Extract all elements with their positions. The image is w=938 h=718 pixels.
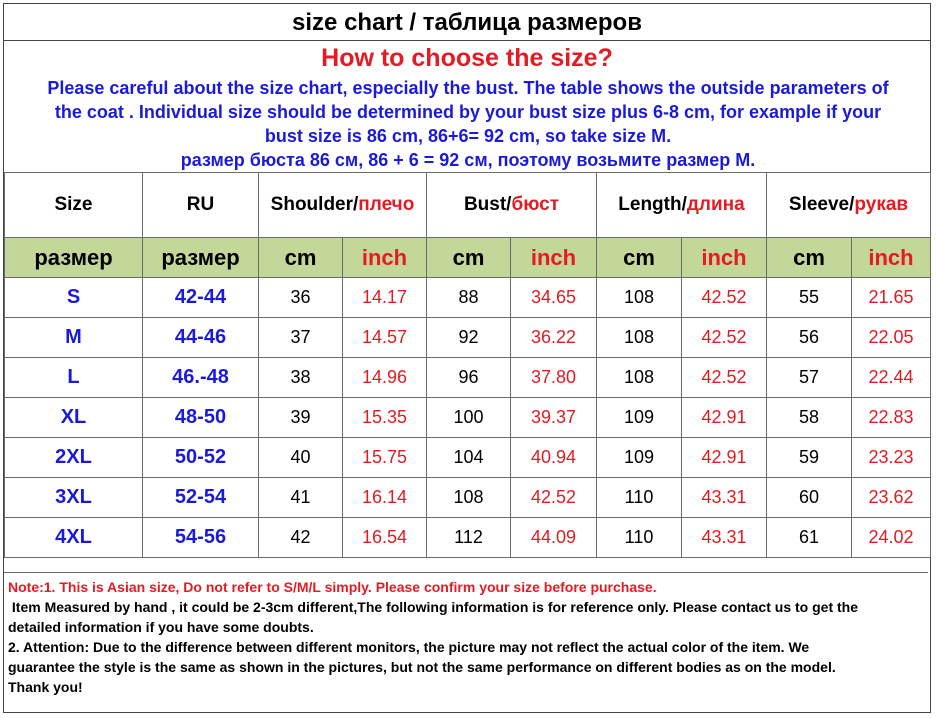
- note-line: Thank you!: [8, 679, 83, 695]
- cell-bust-cm: 112: [427, 518, 511, 558]
- cell-shoulder-cm: 36: [259, 278, 343, 318]
- cell-size: M: [5, 318, 143, 358]
- intro-line: размер бюста 86 см, 86 + 6 = 92 см, поэтому возьмите размер M.: [180, 150, 756, 170]
- cell-sleeve-cm: 56: [767, 318, 852, 358]
- cell-sleeve-in: 23.23: [852, 438, 931, 478]
- cell-sleeve-in: 23.62: [852, 478, 931, 518]
- cell-sleeve-cm: 57: [767, 358, 852, 398]
- cell-sleeve-cm: 59: [767, 438, 852, 478]
- header-sleeve: [767, 173, 931, 238]
- header-bust-en: Bust/: [463, 194, 512, 215]
- cell-length-in: 42.52: [682, 278, 767, 318]
- cell-bust-cm: 96: [427, 358, 511, 398]
- header-bust-ru: бюст: [511, 194, 560, 215]
- unit-row: [5, 238, 931, 278]
- cell-shoulder-in: 16.14: [343, 478, 427, 518]
- cell-size: XL: [5, 398, 143, 438]
- cell-length-cm: 109: [597, 438, 682, 478]
- cell-bust-cm: 88: [427, 278, 511, 318]
- cell-shoulder-cm: 38: [259, 358, 343, 398]
- cell-bust-in: 39.37: [511, 398, 597, 438]
- cell-shoulder-in: 14.17: [343, 278, 427, 318]
- cell-sleeve-cm: 60: [767, 478, 852, 518]
- cell-bust-in: 37.80: [511, 358, 597, 398]
- table-row: [5, 438, 931, 478]
- how-to-heading: How to choose the size?: [321, 44, 613, 72]
- note-line: Item Measured by hand , it could be 2-3cm different,The following information is for reference only. Please contact us to get the: [8, 599, 858, 615]
- cell-length-in: 42.52: [682, 318, 767, 358]
- unit-inch: inch: [511, 238, 597, 278]
- cell-ru: 46.-48: [143, 358, 259, 398]
- intro-line: the coat . Individual size should be determined by your bust size plus 6-8 cm, for example if your: [54, 102, 882, 122]
- notes: [4, 572, 928, 697]
- header-sleeve-en: Sleeve/: [788, 194, 855, 215]
- header-shoulder: [259, 173, 427, 238]
- intro-line: bust size is 86 cm, 86+6= 92 cm, so take size M.: [264, 126, 672, 146]
- table-row: [5, 398, 931, 438]
- size-table: [4, 172, 931, 558]
- unit-size: размер: [5, 238, 143, 278]
- cell-sleeve-cm: 58: [767, 398, 852, 438]
- table-row: [5, 358, 931, 398]
- cell-length-cm: 110: [597, 518, 682, 558]
- note-line: detailed information if you have some doubts.: [8, 619, 314, 635]
- header-sleeve-ru: рукав: [854, 194, 909, 215]
- page-title: size chart / таблица размеров: [4, 4, 930, 41]
- cell-shoulder-cm: 39: [259, 398, 343, 438]
- unit-cm: cm: [767, 238, 852, 278]
- cell-sleeve-in: 22.83: [852, 398, 931, 438]
- header-ru: RU: [143, 173, 259, 238]
- header-length-ru: длина: [686, 194, 745, 215]
- cell-sleeve-in: 22.44: [852, 358, 931, 398]
- cell-sleeve-in: 21.65: [852, 278, 931, 318]
- size-rows: [5, 278, 931, 558]
- cell-shoulder-cm: 42: [259, 518, 343, 558]
- note-line: guarantee the style is the same as shown in the pictures, but not the same performance on different bodies as on the model.: [8, 659, 836, 675]
- unit-inch: inch: [343, 238, 427, 278]
- cell-size: S: [5, 278, 143, 318]
- cell-length-cm: 110: [597, 478, 682, 518]
- unit-cm: cm: [427, 238, 511, 278]
- cell-shoulder-in: 14.96: [343, 358, 427, 398]
- cell-shoulder-cm: 37: [259, 318, 343, 358]
- unit-inch: inch: [852, 238, 931, 278]
- unit-ru: размер: [143, 238, 259, 278]
- cell-bust-in: 44.09: [511, 518, 597, 558]
- table-row: [5, 478, 931, 518]
- cell-size: L: [5, 358, 143, 398]
- header-shoulder-ru: плечо: [358, 194, 415, 215]
- cell-sleeve-cm: 55: [767, 278, 852, 318]
- table-row: [5, 518, 931, 558]
- cell-length-cm: 108: [597, 358, 682, 398]
- cell-size: 4XL: [5, 518, 143, 558]
- cell-shoulder-cm: 41: [259, 478, 343, 518]
- cell-length-cm: 108: [597, 278, 682, 318]
- cell-bust-in: 34.65: [511, 278, 597, 318]
- cell-bust-in: 36.22: [511, 318, 597, 358]
- cell-bust-cm: 92: [427, 318, 511, 358]
- cell-shoulder-in: 15.35: [343, 398, 427, 438]
- cell-bust-cm: 104: [427, 438, 511, 478]
- cell-length-in: 42.91: [682, 398, 767, 438]
- header-length-en: Length/: [618, 194, 687, 215]
- header-bust: [427, 173, 597, 238]
- cell-bust-in: 40.94: [511, 438, 597, 478]
- cell-ru: 44-46: [143, 318, 259, 358]
- unit-inch: inch: [682, 238, 767, 278]
- cell-length-cm: 108: [597, 318, 682, 358]
- table-row: [5, 318, 931, 358]
- cell-ru: 54-56: [143, 518, 259, 558]
- note-line: Note:1. This is Asian size, Do not refer to S/M/L simply. Please confirm your size before purchase.: [8, 579, 657, 595]
- header-length: [597, 173, 767, 238]
- cell-bust-cm: 100: [427, 398, 511, 438]
- cell-shoulder-in: 16.54: [343, 518, 427, 558]
- note-line: 2. Attention: Due to the difference between different monitors, the picture may not reflect the actual color of the item. We: [8, 639, 810, 655]
- cell-bust-cm: 108: [427, 478, 511, 518]
- cell-length-in: 42.52: [682, 358, 767, 398]
- intro-line: Please careful about the size chart, especially the bust. The table shows the outside parameters of: [47, 78, 889, 98]
- cell-size: 2XL: [5, 438, 143, 478]
- unit-cm: cm: [597, 238, 682, 278]
- cell-size: 3XL: [5, 478, 143, 518]
- header-size: Size: [5, 173, 143, 238]
- cell-length-in: 43.31: [682, 518, 767, 558]
- cell-length-in: 43.31: [682, 478, 767, 518]
- header-shoulder-en: Shoulder/: [270, 194, 359, 215]
- table-row: [5, 278, 931, 318]
- header-row: [5, 173, 931, 238]
- cell-ru: 48-50: [143, 398, 259, 438]
- cell-sleeve-cm: 61: [767, 518, 852, 558]
- cell-sleeve-in: 24.02: [852, 518, 931, 558]
- cell-shoulder-in: 14.57: [343, 318, 427, 358]
- cell-bust-in: 42.52: [511, 478, 597, 518]
- cell-shoulder-in: 15.75: [343, 438, 427, 478]
- cell-shoulder-cm: 40: [259, 438, 343, 478]
- unit-cm: cm: [259, 238, 343, 278]
- intro-text: [10, 76, 926, 172]
- cell-ru: 52-54: [143, 478, 259, 518]
- cell-ru: 50-52: [143, 438, 259, 478]
- cell-sleeve-in: 22.05: [852, 318, 931, 358]
- cell-ru: 42-44: [143, 278, 259, 318]
- cell-length-in: 42.91: [682, 438, 767, 478]
- cell-length-cm: 109: [597, 398, 682, 438]
